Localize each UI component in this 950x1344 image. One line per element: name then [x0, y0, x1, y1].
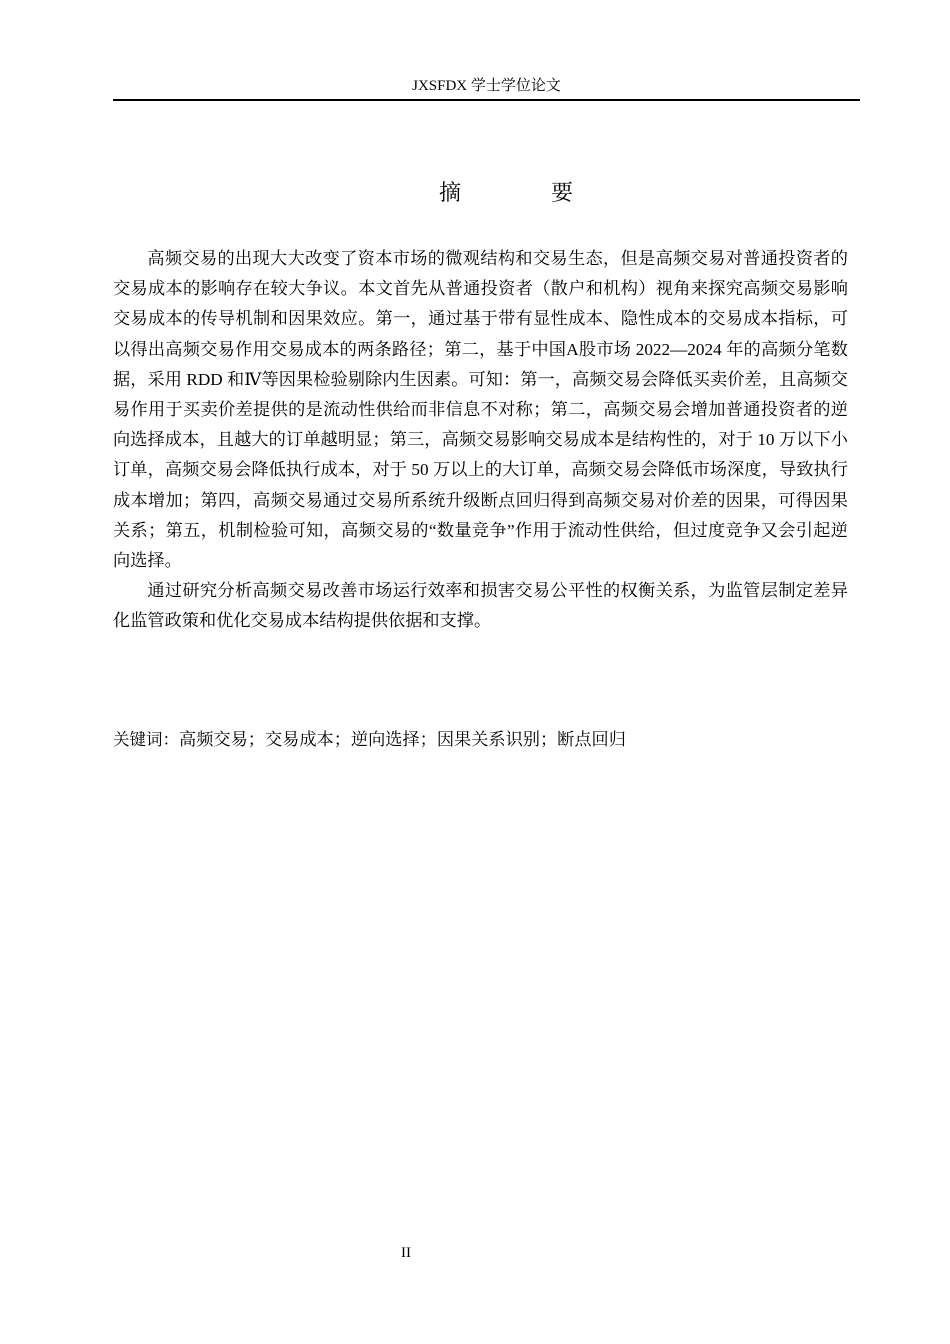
abstract-body [113, 244, 848, 637]
keywords-label: 关键词： [113, 730, 179, 749]
header-rule [113, 99, 860, 101]
abstract-paragraph: 高频交易的出现大大改变了资本市场的微观结构和交易生态，但是高频交易对普通投资者的交易成本的影响存在较大争议。本文首先从普通投资者（散户和机构）视角来探究高频交易影响交易成本的传导机制和因果效应。第一，通过基于带有显性成本、隐性成本的交易成本指标，可以得出高频交易作用交易成本的两条路径；第二，基于中国A股市场 2022—2024 年的高频分笔数据，采用 RDD 和Ⅳ等因果检验剔除内生因素。可知：第一，高频交易会降低买卖价差，且高频交易作用于买卖价差提供的是流动性供给而非信息不对称；第二，高频交易会增加普通投资者的逆向选择成本，且越大的订单越明显；第三，高频交易影响交易成本是结构性的，对于 10 万以下小订单，高频交易会降低执行成本，对于 50 万以上的大订单，高频交易会降低市场深度，导致执行成本增加；第四，高频交易通过交易所系统升级断点回归得到高频交易对价差的因果，可得因果关系；第五，机制检验可知，高频交易的“数量竞争”作用于流动性供给，但过度竞争又会引起逆向选择。 [113, 249, 848, 571]
abstract-title: 摘 要 [438, 181, 607, 206]
page-number: II [401, 1245, 411, 1261]
keywords-text: 高频交易；交易成本；逆向选择；因果关系识别；断点回归 [179, 730, 626, 749]
abstract-paragraph: 通过研究分析高频交易改善市场运行效率和损害交易公平性的权衡关系，为监管层制定差异化监管政策和优化交易成本结构提供依据和支撑。 [113, 581, 848, 631]
keywords-line [113, 725, 860, 755]
running-header: JXSFDX 学士学位论文 [412, 78, 561, 94]
